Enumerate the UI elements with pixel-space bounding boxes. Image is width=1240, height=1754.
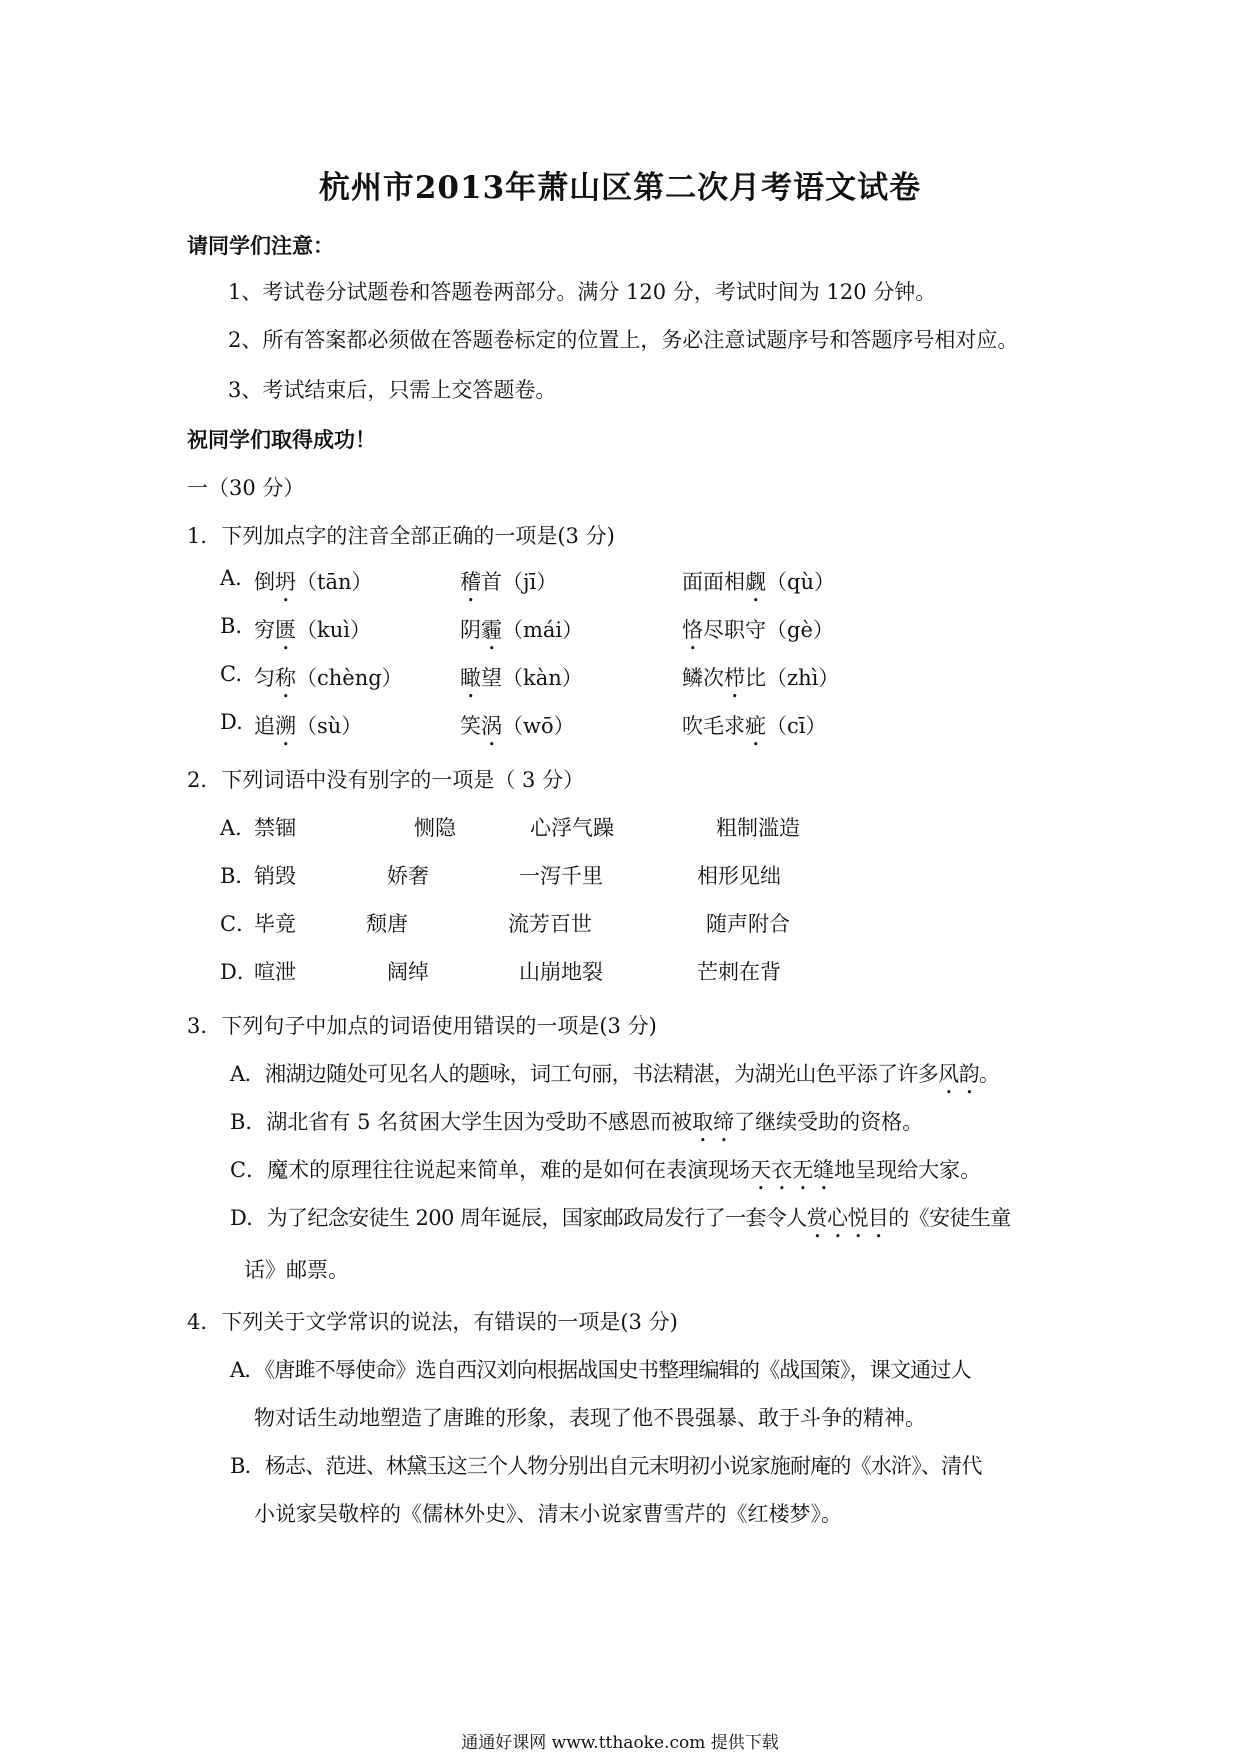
q4-option-b-line1: B．杨志、范进、林黛玉这三个人物分别出自元末明初小说家施耐庵的《水浒》、清代	[230, 1454, 982, 1478]
q1-option-a-word3: 面面相觑（qù）	[682, 570, 835, 594]
q4-stem: 4．下列关于文学常识的说法，有错误的一项是(3 分)	[187, 1310, 678, 1334]
q1-option-d-word3: 吹毛求疵（cī）	[682, 714, 827, 738]
q2-stem: 2．下列词语中没有别字的一项是（ 3 分）	[187, 768, 585, 792]
q2-option-c-word1: 毕竟	[254, 912, 296, 936]
q2-option-c-word3: 流芳百世	[508, 912, 592, 936]
q4-option-a-line1: A．《唐雎不辱使命》选自西汉刘向根据战国史书整理编辑的《战国策》，课文通过人	[230, 1358, 971, 1382]
q1-option-d-word1: 追溯（sù）	[254, 714, 363, 738]
q1-option-a-label: A.	[220, 566, 242, 590]
q2-option-b-word4: 相形见绌	[697, 864, 781, 888]
q2-option-a-word3: 心浮气躁	[530, 816, 614, 840]
q2-option-d-word1: 喧泄	[254, 960, 296, 984]
q4-option-a-line2: 物对话生动地塑造了唐雎的形象，表现了他不畏强暴、敢于斗争的精神。	[254, 1406, 926, 1430]
q1-option-d-word2: 笑涡（wō）	[460, 714, 575, 738]
q2-option-c-label: C．	[220, 912, 258, 936]
page-footer: 通通好课网 www.tthaoke.com 提供下载	[461, 1733, 779, 1753]
q3-option-d: D．为了纪念安徒生 200 周年诞辰，国家邮政局发行了一套令人赏心悦目的《安徒生童	[230, 1206, 1011, 1230]
q1-option-b-word1: 穷匮（kuì）	[254, 618, 371, 642]
q2-option-d-word3: 山崩地裂	[519, 960, 603, 984]
q2-option-d-word2: 阔绰	[387, 960, 429, 984]
section-heading: 一（30 分）	[187, 476, 305, 500]
q3-stem: 3．下列句子中加点的词语使用错误的一项是(3 分)	[187, 1014, 657, 1038]
notice-closing: 祝同学们取得成功！	[187, 427, 376, 452]
notice-item-2: 2、所有答案都必须做在答题卷标定的位置上，务必注意试题序号和答题序号相对应。	[228, 328, 1019, 352]
q2-option-d-label: D．	[220, 960, 258, 984]
q4-option-b-line2: 小说家吴敬梓的《儒林外史》、清末小说家曹雪芹的《红楼梦》。	[254, 1502, 842, 1526]
page-title: 杭州市2013年萧山区第二次月考语文试卷	[318, 170, 922, 206]
q1-stem: 1．下列加点字的注音全部正确的一项是(3 分)	[187, 524, 615, 548]
q1-option-c-label: C.	[220, 662, 242, 686]
q1-option-b-label: B.	[220, 614, 243, 638]
q1-option-b-word3: 恪尽职守（gè）	[682, 618, 834, 642]
q3-option-b: B．湖北省有 5 名贫困大学生因为受助不感恩而被取缔了继续受助的资格。	[230, 1110, 924, 1134]
notice-item-3: 3、考试结束后，只需上交答题卷。	[228, 378, 557, 402]
q2-option-c-word4: 随声附合	[706, 912, 790, 936]
q2-option-a-word1: 禁锢	[254, 816, 296, 840]
q2-option-b-label: B．	[220, 864, 257, 888]
q2-option-b-word2: 娇奢	[387, 864, 429, 888]
q1-option-c-word1: 匀称（chèng）	[254, 666, 403, 690]
q2-option-b-word1: 销毁	[254, 864, 296, 888]
q2-option-b-word3: 一泻千里	[519, 864, 603, 888]
q3-option-a: A．湘湖边随处可见名人的题咏，词工句丽，书法精湛，为湖光山色平添了许多风韵。	[230, 1062, 1000, 1086]
q1-option-c-word3: 鳞次栉比（zhì）	[682, 666, 840, 690]
q1-option-a-word1: 倒坍（tān）	[254, 570, 373, 594]
q3-option-c: C．魔术的原理往往说起来简单，难的是如何在表演现场天衣无缝地呈现给大家。	[230, 1158, 982, 1182]
q1-option-d-label: D.	[220, 710, 243, 734]
q3-option-d-continued: 话》邮票。	[244, 1258, 349, 1282]
q2-option-a-word4: 粗制滥造	[716, 816, 800, 840]
q1-option-a-word2: 稽首（jī）	[460, 570, 558, 594]
q1-option-b-word2: 阴霾（mái）	[460, 618, 584, 642]
q2-option-a-label: A．	[220, 816, 257, 840]
q2-option-d-word4: 芒刺在背	[697, 960, 781, 984]
notice-item-1: 1、考试卷分试题卷和答题卷两部分。满分 120 分，考试时间为 120 分钟。	[228, 280, 937, 304]
q2-option-c-word2: 颓唐	[366, 912, 408, 936]
q2-option-a-word2: 恻隐	[414, 816, 456, 840]
q1-option-c-word2: 瞰望（kàn）	[460, 666, 583, 690]
notice-heading: 请同学们注意：	[187, 233, 334, 258]
